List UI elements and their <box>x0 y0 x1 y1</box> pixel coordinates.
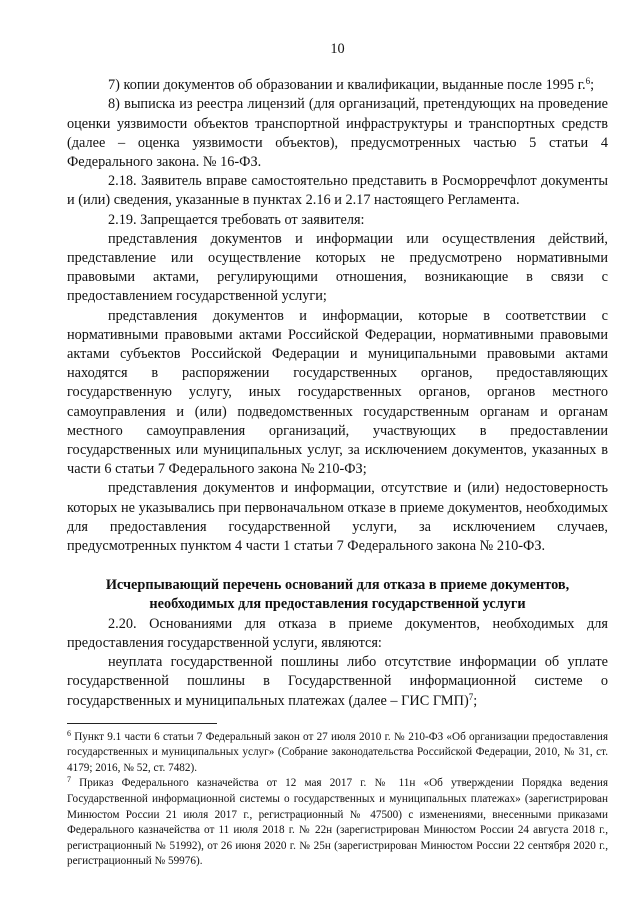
footnote-ref-7: 7 <box>468 691 474 702</box>
paragraph-2-20: 2.20. Основаниями для отказа в приеме документов, необходимых для предоставления государственной услуги, являются: <box>67 615 608 651</box>
section-heading-line-2: необходимых для предоставления государственной услуги <box>149 596 526 613</box>
list-item-7-text: 7) копии документов об образовании и квалификации, выданные после 1995 г. <box>108 77 586 94</box>
paragraph-2-20-item-tail: ; <box>473 692 478 709</box>
paragraph-2-19-b: представления документов и информации, которые в соответствии с нормативными правовыми актами Российской Федерации, нормативными правовыми актами субъектов Российской Федерации и муниципальными правовыми актами находятся в распоряжении государственных органов, предоставляющих государственную услугу, иных государственных органов, органов местного самоуправления и (или) подведомственных государственным органам и органам местного самоуправления организаций, участвующих в предоставлении государственных или муниципальных услуг, за исключением документов, указанных в части 6 статьи 7 Федерального закона № 210-ФЗ; <box>67 307 608 478</box>
footnote-6 <box>67 730 608 777</box>
footnote-7 <box>67 776 608 870</box>
paragraph-2-19: 2.19. Запрещается требовать от заявителя: <box>108 211 365 228</box>
list-item-8: 8) выписка из реестра лицензий (для организаций, претендующих на проведение оценки уязвимости объектов транспортной инфраструктуры и транспортных средств (далее – оценка уязвимости объектов), предусмотренных частью 5 статьи 4 Федерального закона. № 16-ФЗ. <box>67 96 608 171</box>
footnote-7-mark: 7 <box>67 775 71 785</box>
paragraph-2-19-c: представления документов и информации, отсутствие и (или) недостоверность которых не указывались при первоначальном отказе в приеме документов, необходимых для предоставления государственной услуги, за исключением случаев, предусмотренных пунктом 4 части 1 статьи 7 Федерального закона № 210-ФЗ. <box>67 480 608 555</box>
list-item-7 <box>67 76 608 95</box>
paragraph-2-18: 2.18. Заявитель вправе самостоятельно представить в Росморречфлот документы и (или) сведения, указанные в пунктах 2.16 и 2.17 настоящего Регламента. <box>67 173 608 209</box>
page-number: 10 <box>330 41 345 57</box>
footnote-7-text: Приказ Федерального казначейства от 12 мая 2017 г. № 11н «Об утверждении Порядка ведения Государственной информационной системы о государственных и муниципальных платежах» (зарегистрирован Минюстом России 21 июля 2017 г., регистрационный № 47500) с изменениями, внесенными приказами Федерального казначейства от 11 июля 2018 г. № 22н (зарегистрирован Минюстом России 24 августа 2018 г., регистрационный № 51992), от 26 июня 2020 г. № 25н (зарегистрирован Минюстом России 22 сентября 2020 г., регистрационный № 59976). <box>67 777 608 868</box>
list-item-7-tail: ; <box>590 77 595 94</box>
paragraph-2-20-item-text: неуплата государственной пошлины либо отсутствие информации об уплате государственной пошлины в Государственной информационной системе о государственных и муниципальных платежах (далее – ГИС ГМП) <box>67 654 608 709</box>
section-heading <box>67 576 608 614</box>
section-heading-line-1: Исчерпывающий перечень оснований для отказа в приеме документов, <box>105 577 570 594</box>
paragraph-2-19-a: представления документов и информации или осуществления действий, представление или осуществление которых не предусмотрено нормативными правовыми актами, регулирующими отношения, возникающие в связи с предоставлением государственной услуги; <box>67 230 608 305</box>
footnote-6-text: Пункт 9.1 части 6 статьи 7 Федеральный закон от 27 июля 2010 г. № 210-ФЗ «Об организации предоставления государственных и муниципальных услуг» (Собрание законодательства Российской Федерации, 2010, № 31, ст. 4179; 2016, № 52, ст. 7482). <box>67 730 608 774</box>
footnote-6-mark: 6 <box>67 728 71 738</box>
paragraph-2-20-item <box>67 653 608 711</box>
footnote-ref-6: 6 <box>585 76 591 87</box>
footnote-divider <box>67 723 217 724</box>
